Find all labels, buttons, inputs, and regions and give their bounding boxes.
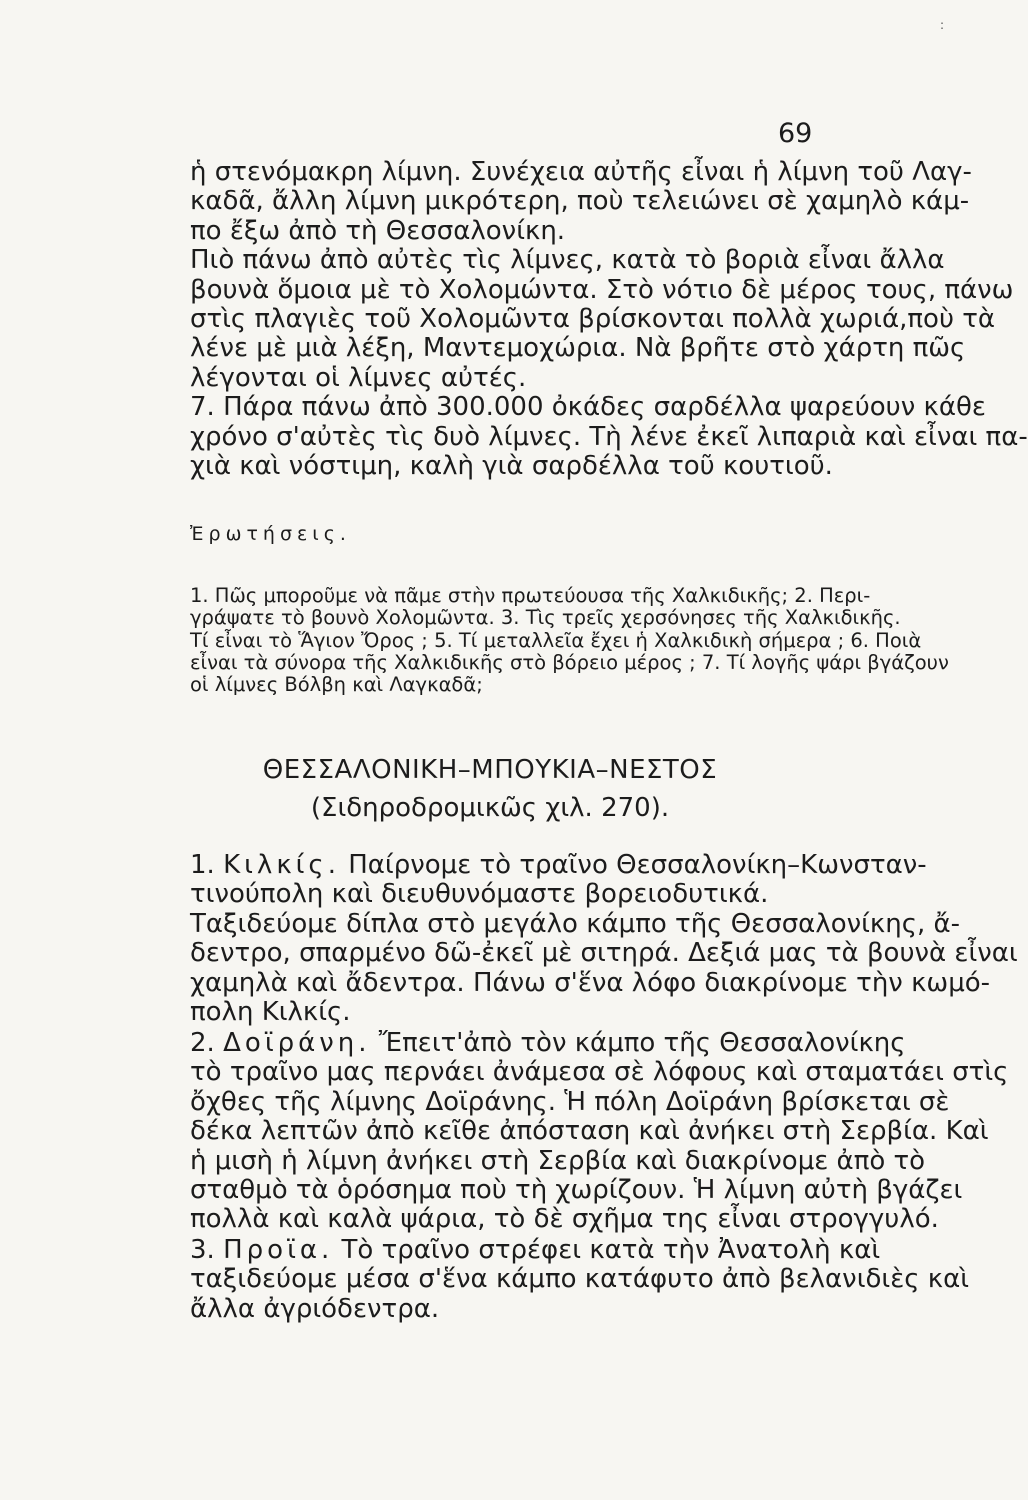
text-line: Πιὸ πάνω ἀπὸ αὐτὲς τὶς λίμνες, κατὰ τὸ βοριὰ εἶναι ἄλλα bbox=[190, 245, 945, 276]
text-line: ἄλλα ἀγριόδεντρα. bbox=[190, 1293, 440, 1324]
text-line: σταθμὸ τὰ ὁρόσημα ποὺ τὴ χωρίζουν. Ἡ λίμνη αὐτὴ βγάζει bbox=[190, 1175, 963, 1206]
text-line: δέκα λεπτῶν ἀπὸ κεῖθε ἀπόσταση καὶ ἀνήκει στὴ Σερβία. Καὶ bbox=[190, 1116, 989, 1147]
text-line: ἡ στενόμακρη λίμνη. Συνέχεια αὐτῆς εἶναι ἡ λίμνη τοῦ Λαγ- bbox=[190, 157, 972, 187]
text-line: χιὰ καὶ νόστιμη, καλὴ γιὰ σαρδέλλα τοῦ κουτιοῦ. bbox=[190, 451, 833, 482]
section-first-line-text: Παίρνομε τὸ τραῖνο Θεσσαλονίκη–Κωνσταν- bbox=[348, 850, 927, 880]
question-line: εἶναι τὰ σύνορα τῆς Χαλκιδικῆς στὸ βόρειο μέρος ; 7. Τί λογῆς ψάρι βγάζουν bbox=[190, 650, 949, 674]
section-kilkis bbox=[190, 850, 1018, 1028]
section-label: Κιλκίς. bbox=[223, 850, 340, 880]
section-first-line bbox=[190, 850, 927, 880]
question-line: γράψατε τὸ βουνὸ Χολομῶντα. 3. Τὶς τρεῖς χερσόνησες τῆς Χαλκιδικῆς. bbox=[190, 606, 901, 630]
text-line: στὶς πλαγιὲς τοῦ Χολομῶντα βρίσκονται πολλὰ χωριά,ποὺ τὰ bbox=[190, 304, 996, 335]
text-line: δεντρο, σπαρμένο δῶ-ἐκεῖ μὲ σιτηρά. Δεξιά μας τὰ βουνὰ εἶναι bbox=[190, 938, 1018, 969]
section-first-line bbox=[190, 1028, 906, 1058]
section-number: 1. bbox=[190, 850, 215, 880]
section-title: ΘΕΣΣΑΛΟΝΙΚΗ–ΜΠΟΥΚΙΑ–ΝΕΣΤΟΣ bbox=[262, 755, 718, 785]
questions-list bbox=[190, 584, 949, 697]
page-number: 69 bbox=[778, 118, 813, 149]
section-doirani bbox=[190, 1028, 1009, 1235]
section-proia bbox=[190, 1235, 970, 1324]
questions-heading: Ἐρωτήσεις. bbox=[190, 523, 351, 545]
text-line: ταξιδεύομε μέσα σ'ἕνα κάμπο κατάφυτο ἀπὸ βελανιδιὲς καὶ bbox=[190, 1264, 970, 1295]
text-line: πολη Κιλκίς. bbox=[190, 997, 351, 1028]
text-line: χαμηλὰ καὶ ἄδεντρα. Πάνω σ'ἕνα λόφο διακρίνομε τὴν κωμό- bbox=[190, 967, 991, 998]
text-line: καδᾶ, ἄλλη λίμνη μικρότερη, ποὺ τελειώνει σὲ χαμηλὸ κάμ- bbox=[190, 186, 970, 217]
corner-mark: : bbox=[940, 18, 945, 32]
section-label: Προϊα. bbox=[223, 1235, 334, 1265]
text-line: Ταξιδεύομε δίπλα στὸ μεγάλο κάμπο τῆς Θεσσαλονίκης, ἄ- bbox=[190, 908, 961, 939]
text-line: ἡ μισὴ ἡ λίμνη ἀνήκει στὴ Σερβία καὶ διακρίνομε ἀπὸ τὸ bbox=[190, 1145, 926, 1176]
intro-paragraph bbox=[190, 157, 1028, 482]
section-number: 3. bbox=[190, 1235, 215, 1265]
text-line: χρόνο σ'αὐτὲς τὶς δυὸ λίμνες. Τὴ λένε ἐκεῖ λιπαριὰ καὶ εἶναι πα- bbox=[190, 421, 1028, 452]
section-first-line bbox=[190, 1235, 881, 1265]
text-line: λένε μὲ μιὰ λέξη, Μαντεμοχώρια. Νὰ βρῆτε στὸ χάρτη πῶς bbox=[190, 333, 966, 364]
section-first-line-text: Ἔπειτ'ἀπὸ τὸν κάμπο τῆς Θεσσαλονίκης bbox=[378, 1028, 906, 1058]
text-line: πο ἔξω ἀπὸ τὴ Θεσσαλονίκη. bbox=[190, 215, 566, 246]
text-line: βουνὰ ὅμοια μὲ τὸ Χολομώντα. Στὸ νότιο δὲ μέρος τους, πάνω bbox=[190, 274, 1014, 305]
text-line: πολλὰ καὶ καλὰ ψάρια, τὸ δὲ σχῆμα της εἶναι στρογγυλό. bbox=[190, 1204, 939, 1235]
text-line: τὸ τραῖνο μας περνάει ἀνάμεσα σὲ λόφους καὶ σταματάει στὶς bbox=[190, 1057, 1009, 1088]
section-first-line-text: Τὸ τραῖνο στρέφει κατὰ τὴν Ἀνατολὴ καὶ bbox=[341, 1235, 881, 1265]
text-line: ὄχθες τῆς λίμνης Δοϊράνης. Ἡ πόλη Δοϊράνη βρίσκεται σὲ bbox=[190, 1086, 950, 1117]
text-line: τινούπολη καὶ διευθυνόμαστε βορειοδυτικά. bbox=[190, 879, 769, 910]
question-line: οἱ λίμνες Βόλβη καὶ Λαγκαδᾶ; bbox=[190, 673, 483, 697]
section-subtitle: (Σιδηροδρομικῶς χιλ. 270). bbox=[310, 793, 670, 823]
question-line: Τί εἶναι τὸ Ἅγιον Ὄρος ; 5. Τί μεταλλεῖα ἔχει ἡ Χαλκιδικὴ σήμερα ; 6. Ποιὰ bbox=[190, 628, 922, 652]
text-line: 7. Πάρα πάνω ἀπὸ 300.000 ὀκάδες σαρδέλλα ψαρεύουν κάθε bbox=[190, 392, 986, 423]
section-number: 2. bbox=[190, 1028, 215, 1058]
text-line: λέγονται οἱ λίμνες αὐτές. bbox=[190, 362, 527, 393]
section-label: Δοϊράνη. bbox=[223, 1028, 371, 1058]
question-line: 1. Πῶς μποροῦμε νὰ πᾶμε στὴν πρωτεύουσα τῆς Χαλκιδικῆς; 2. Περι- bbox=[190, 584, 871, 607]
